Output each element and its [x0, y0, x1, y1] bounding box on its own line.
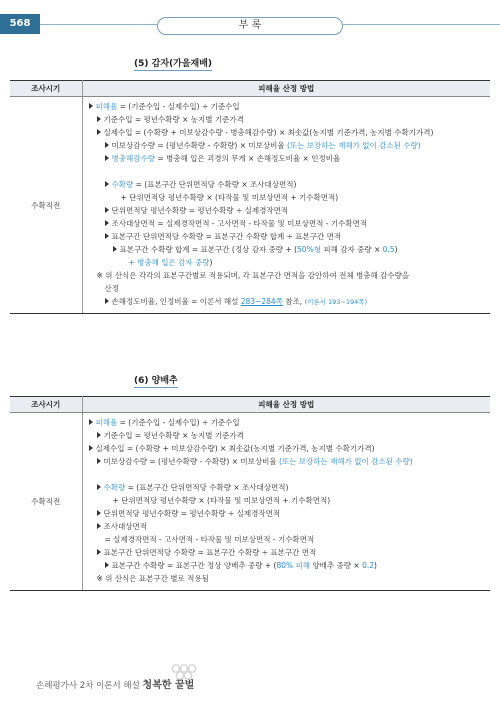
formula-text: 기준수입 = 평년수확량 × 농지별 기준가격 [103, 115, 244, 124]
col-header-survey: 조사시기 [10, 81, 82, 97]
section-title-text: (6) 양배추 [134, 376, 178, 386]
bullet-triangle-icon [97, 116, 101, 122]
title-underline [134, 70, 212, 71]
formula-text: 80% 피해 [276, 561, 311, 570]
formula-line [83, 243, 491, 256]
honeycomb-logo-icon [168, 663, 198, 681]
formula-line [83, 533, 491, 546]
formula-text: 미보상감수량 = (평년수확량 - 수확량) × 미보상비율 [111, 141, 287, 150]
formula-list [83, 416, 491, 585]
formula-text: 표본구간 수확량 합계 = 표본구간 (정상 감자 중량 + ( [119, 245, 298, 254]
formula-line [83, 126, 491, 139]
formula-line [83, 113, 491, 126]
formula-text: (또는 보장하는 재해가 없이 감소된 수량) [278, 457, 413, 466]
formula-line [83, 494, 491, 507]
formula-text: 피해 감자 중량 × [320, 245, 383, 254]
formula-line [83, 481, 491, 494]
footer-brand: 청복한 꿀벌 [142, 680, 195, 691]
formula-text: 수확량 [111, 180, 134, 189]
formula-line [83, 217, 491, 230]
formula-text: = 병충해 입은 괴경의 무게 × 손해정도비율 × 인정비율 [154, 154, 341, 163]
formula-line [83, 191, 491, 204]
formula-line [83, 256, 491, 269]
formula-line [83, 572, 491, 585]
formula-line [83, 204, 491, 217]
formula-text: (또는 보장하는 재해가 없이 감소된 수량) [286, 141, 421, 150]
bullet-triangle-icon [97, 129, 101, 135]
formula-text: 참조, [282, 297, 305, 306]
formula-text: 0.5 [382, 245, 395, 254]
formula-text: = (기준수입 - 실제수입) ÷ 기준수입 [117, 418, 240, 427]
bullet-triangle-icon [89, 103, 93, 109]
formula-text: 50%형 [297, 245, 321, 254]
col-header-method: 피해율 산정 방법 [82, 397, 490, 413]
bullet-triangle-icon [97, 510, 101, 516]
formula-line [83, 559, 491, 572]
formula-text: 양배추 중량 × [310, 561, 363, 570]
formula-text: 손해정도비율, 인정비율 = 이론서 해설 [111, 297, 241, 306]
formula-line [83, 178, 491, 191]
method-cell [82, 413, 490, 591]
formula-text: 수확량 [103, 483, 126, 492]
bullet-triangle-icon [89, 419, 93, 425]
formula-text: 피해율 [95, 102, 118, 111]
col-header-method: 피해율 산정 방법 [82, 81, 490, 97]
formula-line [83, 507, 491, 520]
formula-text: = (표본구간 단위면적당 수확량 × 조사대상면적) [125, 483, 289, 492]
formula-line [83, 416, 491, 429]
bullet-triangle-icon [105, 220, 109, 226]
formula-text: 실제수입 = (수확량 + 미보상감수량 - 병충해감수량) × 최솟값(농지별 기준가격, 농지별 수확기가격) [103, 128, 434, 137]
formula-line [83, 468, 491, 481]
formula-line [83, 269, 491, 282]
title-underline [134, 387, 178, 388]
formula-text: + 단위면적당 평년수확량 × (타작물 및 미보상면적 + 기수확면적) [112, 496, 331, 505]
col-header-survey: 조사시기 [10, 397, 82, 413]
bullet-triangle-icon [89, 445, 93, 451]
footer-text: 손해평가사 2차 이론서 해설 [36, 681, 143, 691]
formula-text: ※ 위 산식은 표본구간 별로 적용됨 [96, 574, 209, 583]
appendix-label: 부 록 [157, 17, 343, 35]
formula-text: 산정 [104, 284, 119, 293]
formula-text: 실제수입 = (수확량 + 미보상감수량) × 최솟값(농지별 기준가격, 농지별 수확기가격) [95, 444, 375, 453]
formula-text: (이론서 193~194쪽) [304, 298, 368, 306]
damage-table-potato [10, 80, 490, 314]
section-title-potato [134, 56, 212, 69]
formula-text: ) [209, 258, 213, 267]
formula-text: = (표본구간 단위면적당 수확량 × 조사대상면적) [133, 180, 297, 189]
bullet-triangle-icon [113, 246, 117, 252]
formula-line [83, 295, 491, 308]
formula-line [83, 546, 491, 559]
formula-line [83, 230, 491, 243]
formula-text: 표본구간 단위면적당 수확량 = 표본구간 수확량 합계 ÷ 표본구간 면적 [111, 232, 342, 241]
formula-text: + 병충해 입은 감자 중량 [128, 258, 210, 267]
formula-text: 표본구간 단위면적당 수확량 = 표본구간 수확량 ÷ 표본구간 면적 [103, 548, 317, 557]
formula-text: ※ 위 산식은 각각의 표본구간별로 적용되며, 각 표본구간 면적을 감안하여 전체 병충해 감수량을 [96, 271, 410, 280]
formula-text: 병충해감수량 [111, 154, 155, 163]
formula-text: 283~284쪽 [240, 297, 283, 306]
formula-text: 표본구간 수확량 = 표본구간 정상 양배추 중량 + ( [111, 561, 277, 570]
section-title-text: (5) 감자(가을재배) [134, 59, 213, 69]
damage-table-cabbage [10, 396, 490, 591]
formula-text: 단위면적당 평년수확량 = 평년수확량 ÷ 실제경작면적 [103, 509, 281, 518]
formula-text: 조사대상면적 [103, 522, 147, 531]
section-title-cabbage [134, 373, 178, 386]
formula-text: ) [374, 561, 377, 570]
bullet-triangle-icon [105, 562, 109, 568]
bullet-triangle-icon [97, 484, 101, 490]
formula-text: 조사대상면적 = 실제경작면적 - 고사면적 - 타작물 및 미보상면적 - 기수확면적 [111, 219, 368, 228]
formula-text: 미보상감수량 = (평년수확량 - 수확량) × 미보상비율 [103, 457, 279, 466]
bullet-triangle-icon [97, 523, 101, 529]
formula-line [83, 520, 491, 533]
bullet-triangle-icon [105, 298, 109, 304]
formula-line [83, 455, 491, 468]
formula-line [83, 165, 491, 178]
formula-text: = (기준수입 - 실제수입) ÷ 기준수입 [117, 102, 240, 111]
formula-line [83, 442, 491, 455]
bullet-triangle-icon [105, 142, 109, 148]
bullet-triangle-icon [105, 233, 109, 239]
bullet-triangle-icon [105, 207, 109, 213]
formula-line [83, 282, 491, 295]
method-cell [82, 97, 490, 314]
formula-list [83, 100, 491, 308]
formula-text: 0.2 [362, 561, 375, 570]
formula-line [83, 429, 491, 442]
formula-line [83, 139, 491, 152]
formula-line [83, 100, 491, 113]
formula-text: + 단위면적당 평년수확량 × (타작물 및 미보상면적 + 기수확면적) [120, 193, 339, 202]
formula-text: ) [394, 245, 398, 254]
bullet-triangle-icon [105, 181, 109, 187]
formula-text: 단위면적당 평년수확량 = 평년수확량 ÷ 실제경작면적 [111, 206, 289, 215]
survey-time: 수확직전 [10, 97, 82, 314]
bullet-triangle-icon [97, 549, 101, 555]
survey-time: 수확직전 [10, 413, 82, 591]
bullet-triangle-icon [97, 432, 101, 438]
formula-text: = 실제경작면적 - 고사면적 - 타작물 및 미보상면적 - 기수확면적 [104, 535, 315, 544]
formula-line [83, 152, 491, 165]
bullet-triangle-icon [105, 155, 109, 161]
page-number: 568 [0, 14, 40, 34]
formula-text: 피해율 [95, 418, 118, 427]
bullet-triangle-icon [97, 458, 101, 464]
formula-text: 기준수입 = 평년수확량 × 농지별 기준가격 [103, 431, 244, 440]
